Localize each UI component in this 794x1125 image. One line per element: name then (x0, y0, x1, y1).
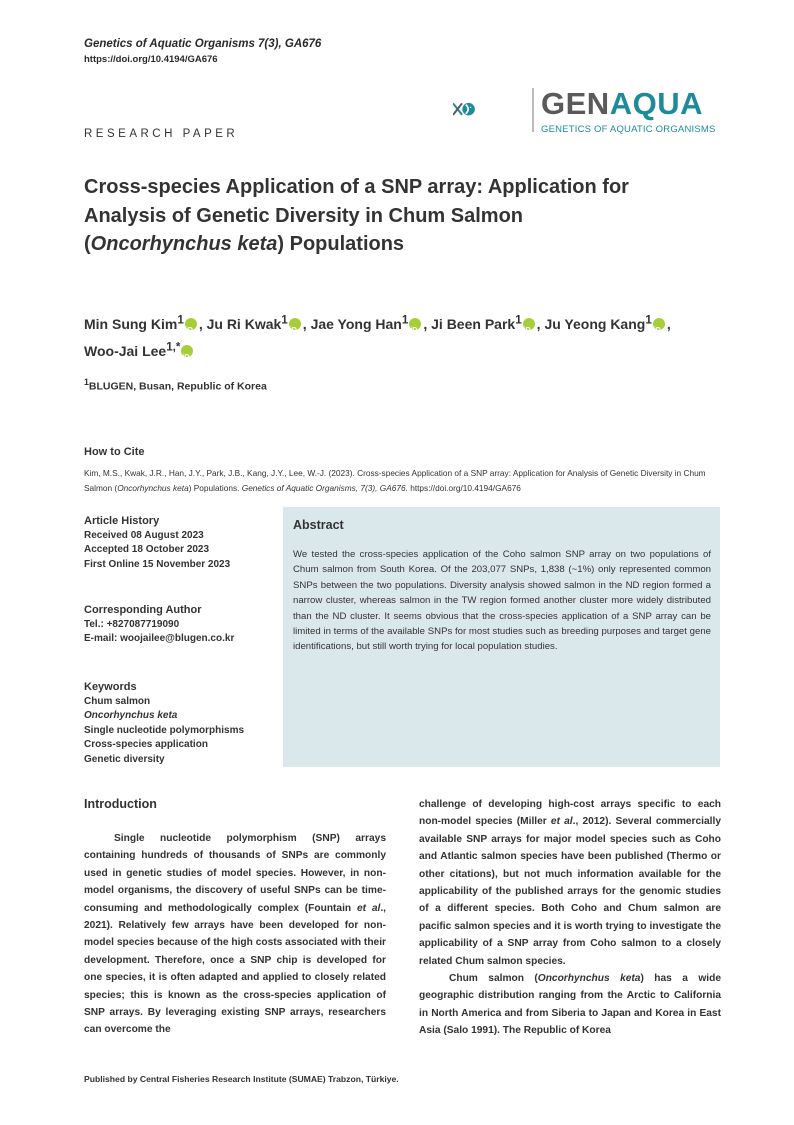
author-list (84, 308, 734, 363)
logo-wordmark: GENAQUA (541, 86, 703, 121)
doi-link[interactable]: https://doi.org/10.4194/GA676 (84, 54, 218, 65)
author: Min Sung Kim$^1$iD , (84, 316, 207, 332)
corresponding-author: Corresponding Author Tel.: +827087719090 E-mail: woojailee@blugen.co.kr (84, 603, 284, 647)
orcid-icon[interactable] (653, 318, 665, 330)
orcid-icon[interactable] (409, 318, 421, 330)
orcid-icon[interactable] (181, 345, 193, 357)
journal-citation: Genetics of Aquatic Organisms 7(3), GA676 (84, 38, 322, 50)
logo-subtitle: GENETICS OF AQUATIC ORGANISMS (541, 124, 716, 135)
corresponding-email[interactable]: E-mail: woojailee@blugen.co.kr (84, 633, 235, 644)
how-to-cite-text: Kim, M.S., Kwak, J.R., Han, J.Y., Park, J.B., Kang, J.Y., Lee, W.-J. (2023). Cross-species Application of a SNP array: Application for Analysis of Genetic Diversity in Chum Salmon (Oncorhynchus keta) Populations. Genetics of Aquatic Organisms, 7(3), GA676. https://doi.org/10.4194/GA676 (84, 468, 706, 493)
how-to-cite-heading: How to Cite (84, 446, 145, 458)
orcid-icon[interactable] (185, 318, 197, 330)
orcid-icon[interactable] (523, 318, 535, 330)
keyword: Single nucleotide polymorphisms (84, 724, 245, 736)
genaqua-logo-icon (453, 84, 531, 136)
section-tag: RESEARCH PAPER (84, 128, 239, 140)
article-history: Article History Received 08 August 2023 Accepted 18 October 2023 First Online 15 November 2023 (84, 515, 231, 570)
logo-divider (532, 88, 534, 132)
introduction-heading: Introduction (84, 797, 157, 811)
keyword: Oncorhynchus keta (84, 710, 178, 721)
author: Jae Yong Han$^1$iD , (311, 316, 432, 332)
intro-column-left: Single nucleotide polymorphism (SNP) arrays containing hundreds of thousands of SNPs are commonly used in genetic studies of model species. However, in non-model organisms, the discovery of useful SNPs can be time- consuming and methodologically complex (Fountain et al., 2021). Relatively few arrays have been developed for non-model species because of the high costs associated with their development. Therefore, once a SNP chip is developed for one species, it is often adapted and applied to closely related species; this is known as the cross-species application of SNP arrays. By leveraging existing SNP arrays, researchers can overcome the (84, 833, 386, 1036)
paper-title: Cross-species Application of a SNP array: Application for Analysis of Genetic Diversity in Chum Salmon (Oncorhynchus keta) Populations (84, 176, 629, 255)
publisher-footer: Published by Central Fisheries Research Institute (SUMAE) Trabzon, Türkiye. (84, 1074, 399, 1084)
author: Ji Been Park$^1$iD , (431, 316, 544, 332)
keyword: Cross-species application (84, 739, 208, 750)
affiliation: $^1$BLUGEN, Busan, Republic of Korea (84, 377, 267, 393)
keywords: Keywords Chum salmon Oncorhynchus keta Single nucleotide polymorphisms Cross-species application Genetic diversity (84, 680, 284, 767)
abstract-heading: Abstract (293, 518, 344, 532)
keyword: Genetic diversity (84, 753, 165, 765)
intro-column-right: challenge of developing high-cost arrays specific to each non-model species (Miller et al., 2012). Several commercially available SNP arrays for major model species such as Coho and Atlantic salmon species have been published (Thermo or other citations), but not much information available for the applicability of the published arrays for the genomic studies of a different species. Both Coho and Chum salmon are pacific salmon species and it is worth trying to investigate the applicability of a SNP array from Coho salmon to a closely related Chum salmon species. Chum salmon (Oncorhynchus keta) has a wide geographic distribution ranging from the Arctic to California in North America and from Siberia to Japan and Korea in East Asia (Salo 1991). The Republic of Korea (419, 799, 722, 1037)
abstract-text: We tested the cross-species application of the Coho salmon SNP array on two populations of Chum salmon from South Korea. Of the 203,077 SNPs, 1,838 (~1%) only represented common SNPs between the two populations. Diversity analysis showed salmon in the ND region formed a narrow cluster, whereas salmon in the TW region formed another cluster more widely distributed than the ND cluster. It seems obvious that the cross-species application of a SNP array can be limited in terms of the available SNPs for most studies such as breeding purposes and target gene identifications, but still worth trying for local population studies. (293, 549, 711, 653)
author: Woo-Jai Lee$^{1,*}$iD (84, 343, 195, 359)
author: Ju Ri Kwak$^1$iD , (207, 316, 311, 332)
keyword: Chum salmon (84, 695, 151, 707)
orcid-icon[interactable] (289, 318, 301, 330)
author: Ju Yeong Kang$^1$iD , (544, 316, 670, 332)
